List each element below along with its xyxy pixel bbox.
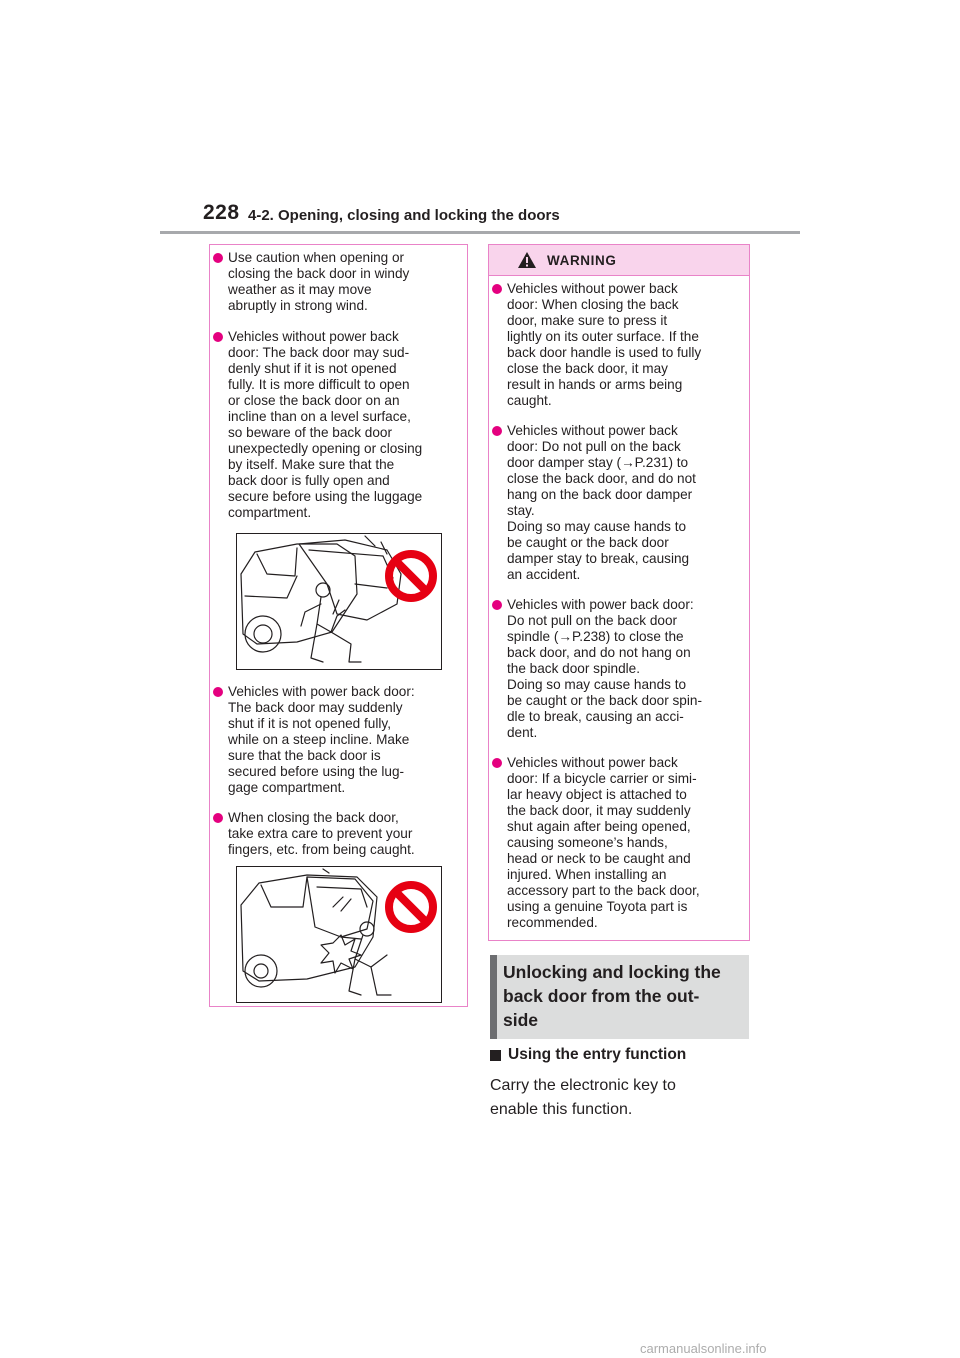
warning-bullet-3 — [492, 597, 747, 743]
header-rule — [160, 231, 800, 234]
illustration-back-door-person-prohibited — [236, 533, 442, 670]
watermark: carmanualsonline.info — [640, 1341, 767, 1356]
warning-bullet-2 — [492, 423, 747, 585]
illustration-fingers-caught-prohibited — [236, 866, 442, 1003]
page-number: 228 — [203, 201, 240, 224]
caution-bullet-3 — [213, 684, 465, 798]
warning-bullet-1 — [492, 281, 747, 411]
caution-bullet-2 — [213, 329, 465, 523]
subheading — [490, 1046, 686, 1064]
warning-label: WARNING — [547, 252, 617, 268]
bullet-dot-icon — [213, 332, 223, 342]
caution-bullet-4 — [213, 810, 465, 860]
caution-bullet-text: Use caution when opening or closing the back door in windy weather as it may move abruptly in strong wind. — [228, 250, 410, 313]
caution-bullet-text: When closing the back door, take extra care to prevent your fingers, etc. from being caught. — [228, 810, 415, 857]
bullet-dot-icon — [492, 426, 502, 436]
bullet-dot-icon — [492, 600, 502, 610]
warning-triangle-icon — [517, 251, 537, 269]
warning-bullet-text: Vehicles with power back door: Do not pull on the back door spindle (→P.238) to close the back door, and do not hang on the back door spindle. Doing so may cause hands to be caught or the back door spin- dle to break, causing an acci- dent. — [507, 597, 702, 740]
section-heading-text: Unlocking and locking the back door from the out- side — [503, 962, 721, 1030]
warning-bullet-4 — [492, 755, 747, 933]
section-title: 4-2. Opening, closing and locking the doors — [248, 207, 560, 224]
section-heading — [490, 955, 749, 1039]
caution-bullet-1 — [213, 250, 465, 316]
square-bullet-icon — [490, 1050, 501, 1061]
bullet-dot-icon — [213, 813, 223, 823]
prohibition-icon — [389, 885, 433, 929]
caution-bullet-text: Vehicles without power back door: The back door may sud- denly shut if it is not opened fully. It is more difficult to open or close the back door on an incline than on a level surface, so beware of the back door unexpectedly opening or closing by itself. Make sure that the back door is fully open and secure before using the luggage compartment. — [228, 329, 423, 520]
warning-bullet-text: Vehicles without power back door: If a bicycle carrier or simi- lar heavy object is attached to the back door, it may suddenly shut again after being opened, causing someone’s hands, head or neck to be caught and injured. When installing an accessory part to the back door, using a genuine Toyota part is recommended. — [507, 755, 700, 930]
bullet-dot-icon — [213, 253, 223, 263]
subheading-text: Using the entry function — [508, 1046, 687, 1063]
bullet-dot-icon — [492, 284, 502, 294]
warning-bullet-text: Vehicles without power back door: Do not pull on the back door damper stay (→P.231) to close the back door, and do not hang on the back door damper stay. Doing so may cause hands to be caught or the back door damper stay to break, causing an accident. — [507, 423, 696, 582]
bullet-dot-icon — [492, 758, 502, 768]
warning-header — [489, 245, 749, 276]
bullet-dot-icon — [213, 687, 223, 697]
body-paragraph: Carry the electronic key to enable this function. — [490, 1077, 676, 1118]
caution-bullet-text: Vehicles with power back door: The back door may suddenly shut if it is not opened fully, while on a steep incline. Make sure that the back door is secured before using the lug- gage compartment. — [228, 684, 415, 795]
warning-bullet-text: Vehicles without power back door: When closing the back door, make sure to press it lightly on its outer surface. If the back door handle is used to fully close the back door, it may result in hands or arms being caught. — [507, 281, 702, 408]
prohibition-icon — [389, 554, 433, 598]
